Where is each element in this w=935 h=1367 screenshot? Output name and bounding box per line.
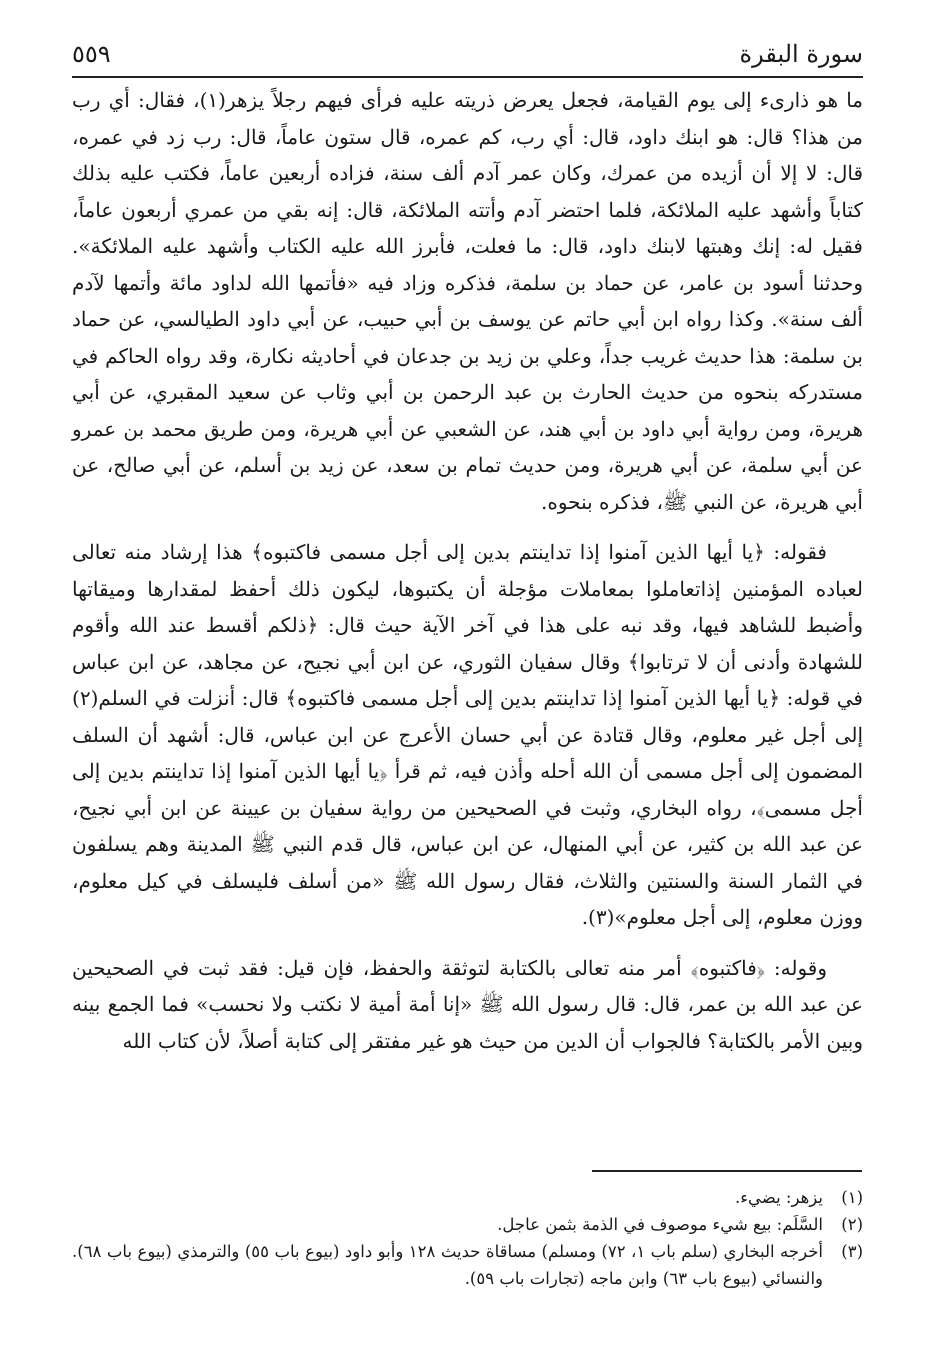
paragraph-3: وقوله: ﴿فاكتبوه﴾ أمر منه تعالى بالكتابة لتوثقة والحفظ، فإن قيل: فقد ثبت في الصحيحين عن عبد الله بن عمر، قال: قال رسول الله ﷺ «إنا أمة أمية لا نكتب ولا نحسب» فما الجمع بينه وبين الأمر بالكتابة؟ فالجواب أن الدين من حيث هو غير مفتقر إلى كتابة أصلاً، لأن كتاب الله [72,955,863,1053]
footnote-number: (١) [841,1188,863,1207]
footnote-1 [72,1184,863,1211]
main-text [72,82,863,1059]
footnotes [72,1184,863,1292]
paragraph-1: ما هو ذارىء إلى يوم القيامة، فجعل يعرض ذريته عليه فرأى فيهم رجلاً يزهر(١)، فقال: أي رب من هذا؟ قال: هو ابنك داود، قال: أي رب، كم عمره، قال ستون عاماً، قال: رب زد في عمره، قال: لا إلا أن أزيده من عمرك، وكان عمر آدم ألف سنة، فزاده أربعين عاماً، فكتب عليه بذلك كتاباً وأشهد عليه الملائكة، فلما احتضر آدم وأتته الملائكة، قال: إنه بقي من عمري أربعون عاماً، فقيل له: إنك وهبتها لابنك داود، قال: ما فعلت، فأبرز الله عليه الكتاب وأشهد عليه الملائكة». وحدثنا أسود بن عامر، عن حماد بن سلمة، فذكره وزاد فيه «فأتمها الله لداود مائة وأتمها لآدم ألف سنة». وكذا رواه ابن أبي حاتم عن يوسف بن أبي حبيب، عن أبي داود الطيالسي، عن حماد بن سلمة: هذا حديث غريب جداً، وعلي بن زيد بن جدعان في أحاديثه نكارة، وقد رواه الحاكم في مستدركه بنحوه من حديث الحارث بن عبد الرحمن بن أبي وثاب عن سعيد المقبري، عن أبي هريرة، ومن رواية أبي داود بن أبي هند، عن الشعبي عن أبي هريرة، ومن طريق محمد بن عمرو عن أبي سلمة، عن أبي هريرة، ومن حديث تمام بن سعد، عن زيد بن أسلم، عن أبي صالح، عن أبي هريرة، عن النبي ﷺ، فذكره بنحوه. [72,88,863,514]
paragraph-2: فقوله: ﴿يا أيها الذين آمنوا إذا تداينتم بدين إلى أجل مسمى فاكتبوه﴾ هذا إرشاد منه تعالى لعباده المؤمنين إذاتعاملوا بمعاملات مؤجلة أن يكتبوها، ليكون ذلك أحفظ لمقدارها وميقاتها وأضبط للشاهد فيها، وقد نبه على هذا في آخر الآية حيث قال: ﴿ذلكم أقسط عند الله وأقوم للشهادة وأدنى أن لا ترتابوا﴾ وقال سفيان الثوري، عن ابن أبي نجيح، عن مجاهد، عن ابن عباس في قوله: ﴿يا أيها الذين آمنوا إذا تداينتم بدين إلى أجل مسمى فاكتبوه﴾ قال: أنزلت في السلم(٢) إلى أجل غير معلوم، وقال قتادة عن أبي حسان الأعرج عن ابن عباس، قال: أشهد أن السلف المضمون إلى أجل مسمى أن الله أحله وأذن فيه، ثم قرأ ﴿يا أيها الذين آمنوا إذا تداينتم بدين إلى أجل مسمى﴾، رواه البخاري، وثبت في الصحيحين من رواية سفيان بن عيينة عن ابن أبي نجيح، عن عبد الله بن كثير، عن أبي المنهال، عن ابن عباس، قال قدم النبي ﷺ المدينة وهم يسلفون في الثمار السنة والسنتين والثلاث، فقال رسول الله ﷺ «من أسلف فليسلف في كيل معلوم، ووزن معلوم، إلى أجل معلوم»(٣). [72,540,863,929]
footnote-3 [72,1238,863,1292]
footnote-text: أخرجه البخاري (سلم باب ١، ٧٢) ومسلم) مساقاة حديث ١٢٨ وأبو داود (بيوع باب ٥٥) والترمذي (بيوع باب ٦٨). والنسائي (بيوع باب ٦٣) وابن ماجه (تجارات باب ٥٩). [72,1242,823,1288]
surah-title: سورة البقرة [739,40,863,68]
footnote-number: (٢) [841,1215,863,1234]
footnote-divider [592,1170,862,1172]
footnote-2 [72,1211,863,1238]
footnote-text: يزهر: يضيء. [735,1188,823,1207]
footnote-number: (٣) [841,1242,863,1261]
page-header [72,38,863,78]
footnote-text: السَّلَم: بيع شيء موصوف في الذمة بثمن عاجل. [497,1215,823,1234]
page-number: ٥٥٩ [72,40,111,68]
